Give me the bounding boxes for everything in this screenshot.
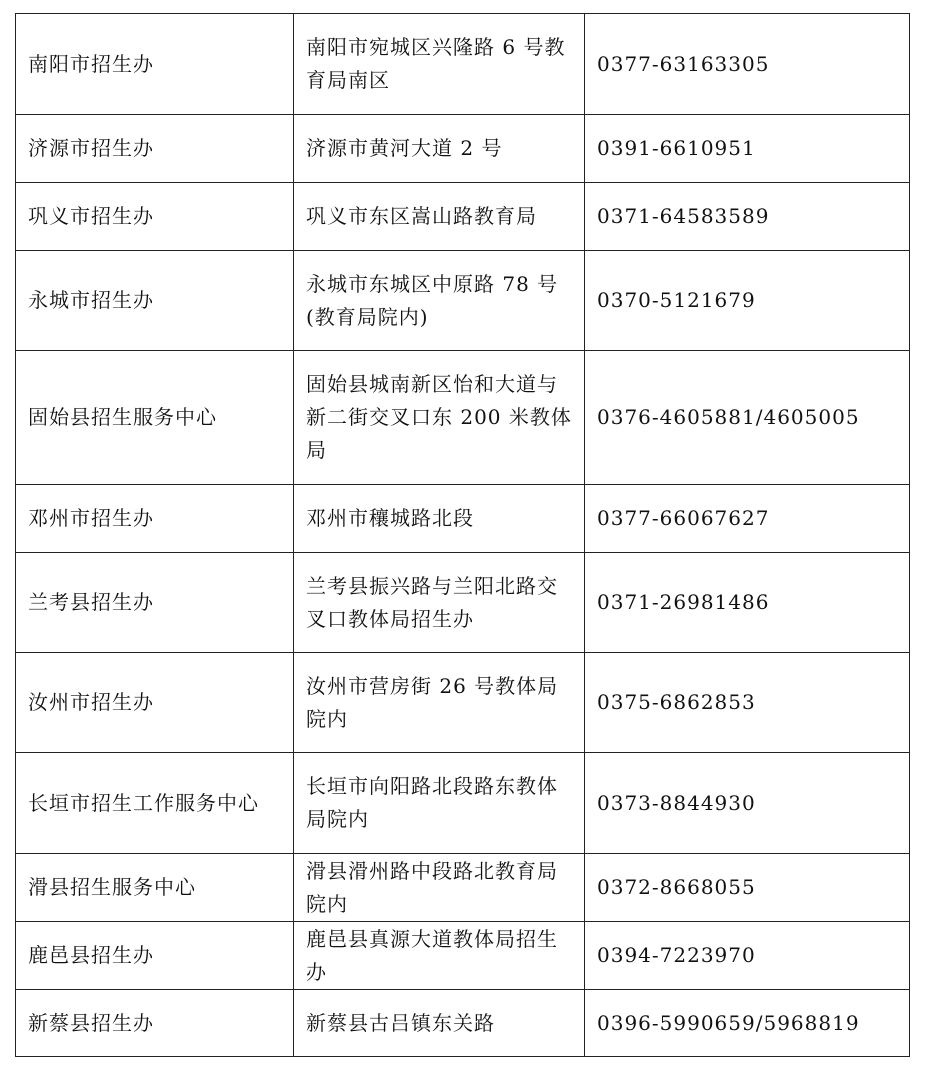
- office-address-cell: 汝州市营房街 26 号教体局院内: [294, 653, 585, 753]
- table-row: [16, 753, 910, 854]
- office-phone-cell: 0370-5121679: [585, 251, 910, 351]
- table-row: [16, 990, 910, 1057]
- office-address-cell: 巩义市东区嵩山路教育局: [294, 183, 585, 251]
- office-phone-cell: 0377-66067627: [585, 485, 910, 553]
- office-address-cell: 滑县滑州路中段路北教育局院内: [294, 854, 585, 922]
- admissions-office-table: [15, 13, 910, 1057]
- office-phone-cell: 0396-5990659/5968819: [585, 990, 910, 1057]
- office-name-cell: 永城市招生办: [16, 251, 294, 351]
- table-row: [16, 485, 910, 553]
- office-name-cell: 鹿邑县招生办: [16, 922, 294, 990]
- office-name-cell: 新蔡县招生办: [16, 990, 294, 1057]
- table-row: [16, 653, 910, 753]
- office-address-cell: 新蔡县古吕镇东关路: [294, 990, 585, 1057]
- office-phone-cell: 0372-8668055: [585, 854, 910, 922]
- office-name-cell: 汝州市招生办: [16, 653, 294, 753]
- office-address-cell: 南阳市宛城区兴隆路 6 号教育局南区: [294, 14, 585, 115]
- office-phone-cell: 0373-8844930: [585, 753, 910, 854]
- office-name-cell: 兰考县招生办: [16, 553, 294, 653]
- table-row: [16, 14, 910, 115]
- office-phone-cell: 0376-4605881/4605005: [585, 351, 910, 485]
- office-name-cell: 邓州市招生办: [16, 485, 294, 553]
- table-row: [16, 553, 910, 653]
- office-name-cell: 巩义市招生办: [16, 183, 294, 251]
- office-phone-cell: 0391-6610951: [585, 115, 910, 183]
- office-address-cell: 永城市东城区中原路 78 号(教育局院内): [294, 251, 585, 351]
- table-row: [16, 115, 910, 183]
- table-row: [16, 854, 910, 922]
- table-row: [16, 351, 910, 485]
- office-address-cell: 长垣市向阳路北段路东教体局院内: [294, 753, 585, 854]
- table-body: [16, 14, 910, 1057]
- table-row: [16, 251, 910, 351]
- table-row: [16, 922, 910, 990]
- office-name-cell: 滑县招生服务中心: [16, 854, 294, 922]
- office-phone-cell: 0377-63163305: [585, 14, 910, 115]
- office-phone-cell: 0394-7223970: [585, 922, 910, 990]
- office-phone-cell: 0371-64583589: [585, 183, 910, 251]
- office-address-cell: 兰考县振兴路与兰阳北路交叉口教体局招生办: [294, 553, 585, 653]
- office-name-cell: 长垣市招生工作服务中心: [16, 753, 294, 854]
- office-address-cell: 济源市黄河大道 2 号: [294, 115, 585, 183]
- office-name-cell: 南阳市招生办: [16, 14, 294, 115]
- table-row: [16, 183, 910, 251]
- office-phone-cell: 0371-26981486: [585, 553, 910, 653]
- office-name-cell: 固始县招生服务中心: [16, 351, 294, 485]
- office-address-cell: 固始县城南新区怡和大道与新二街交叉口东 200 米教体局: [294, 351, 585, 485]
- office-name-cell: 济源市招生办: [16, 115, 294, 183]
- office-phone-cell: 0375-6862853: [585, 653, 910, 753]
- office-address-cell: 鹿邑县真源大道教体局招生办: [294, 922, 585, 990]
- office-address-cell: 邓州市穰城路北段: [294, 485, 585, 553]
